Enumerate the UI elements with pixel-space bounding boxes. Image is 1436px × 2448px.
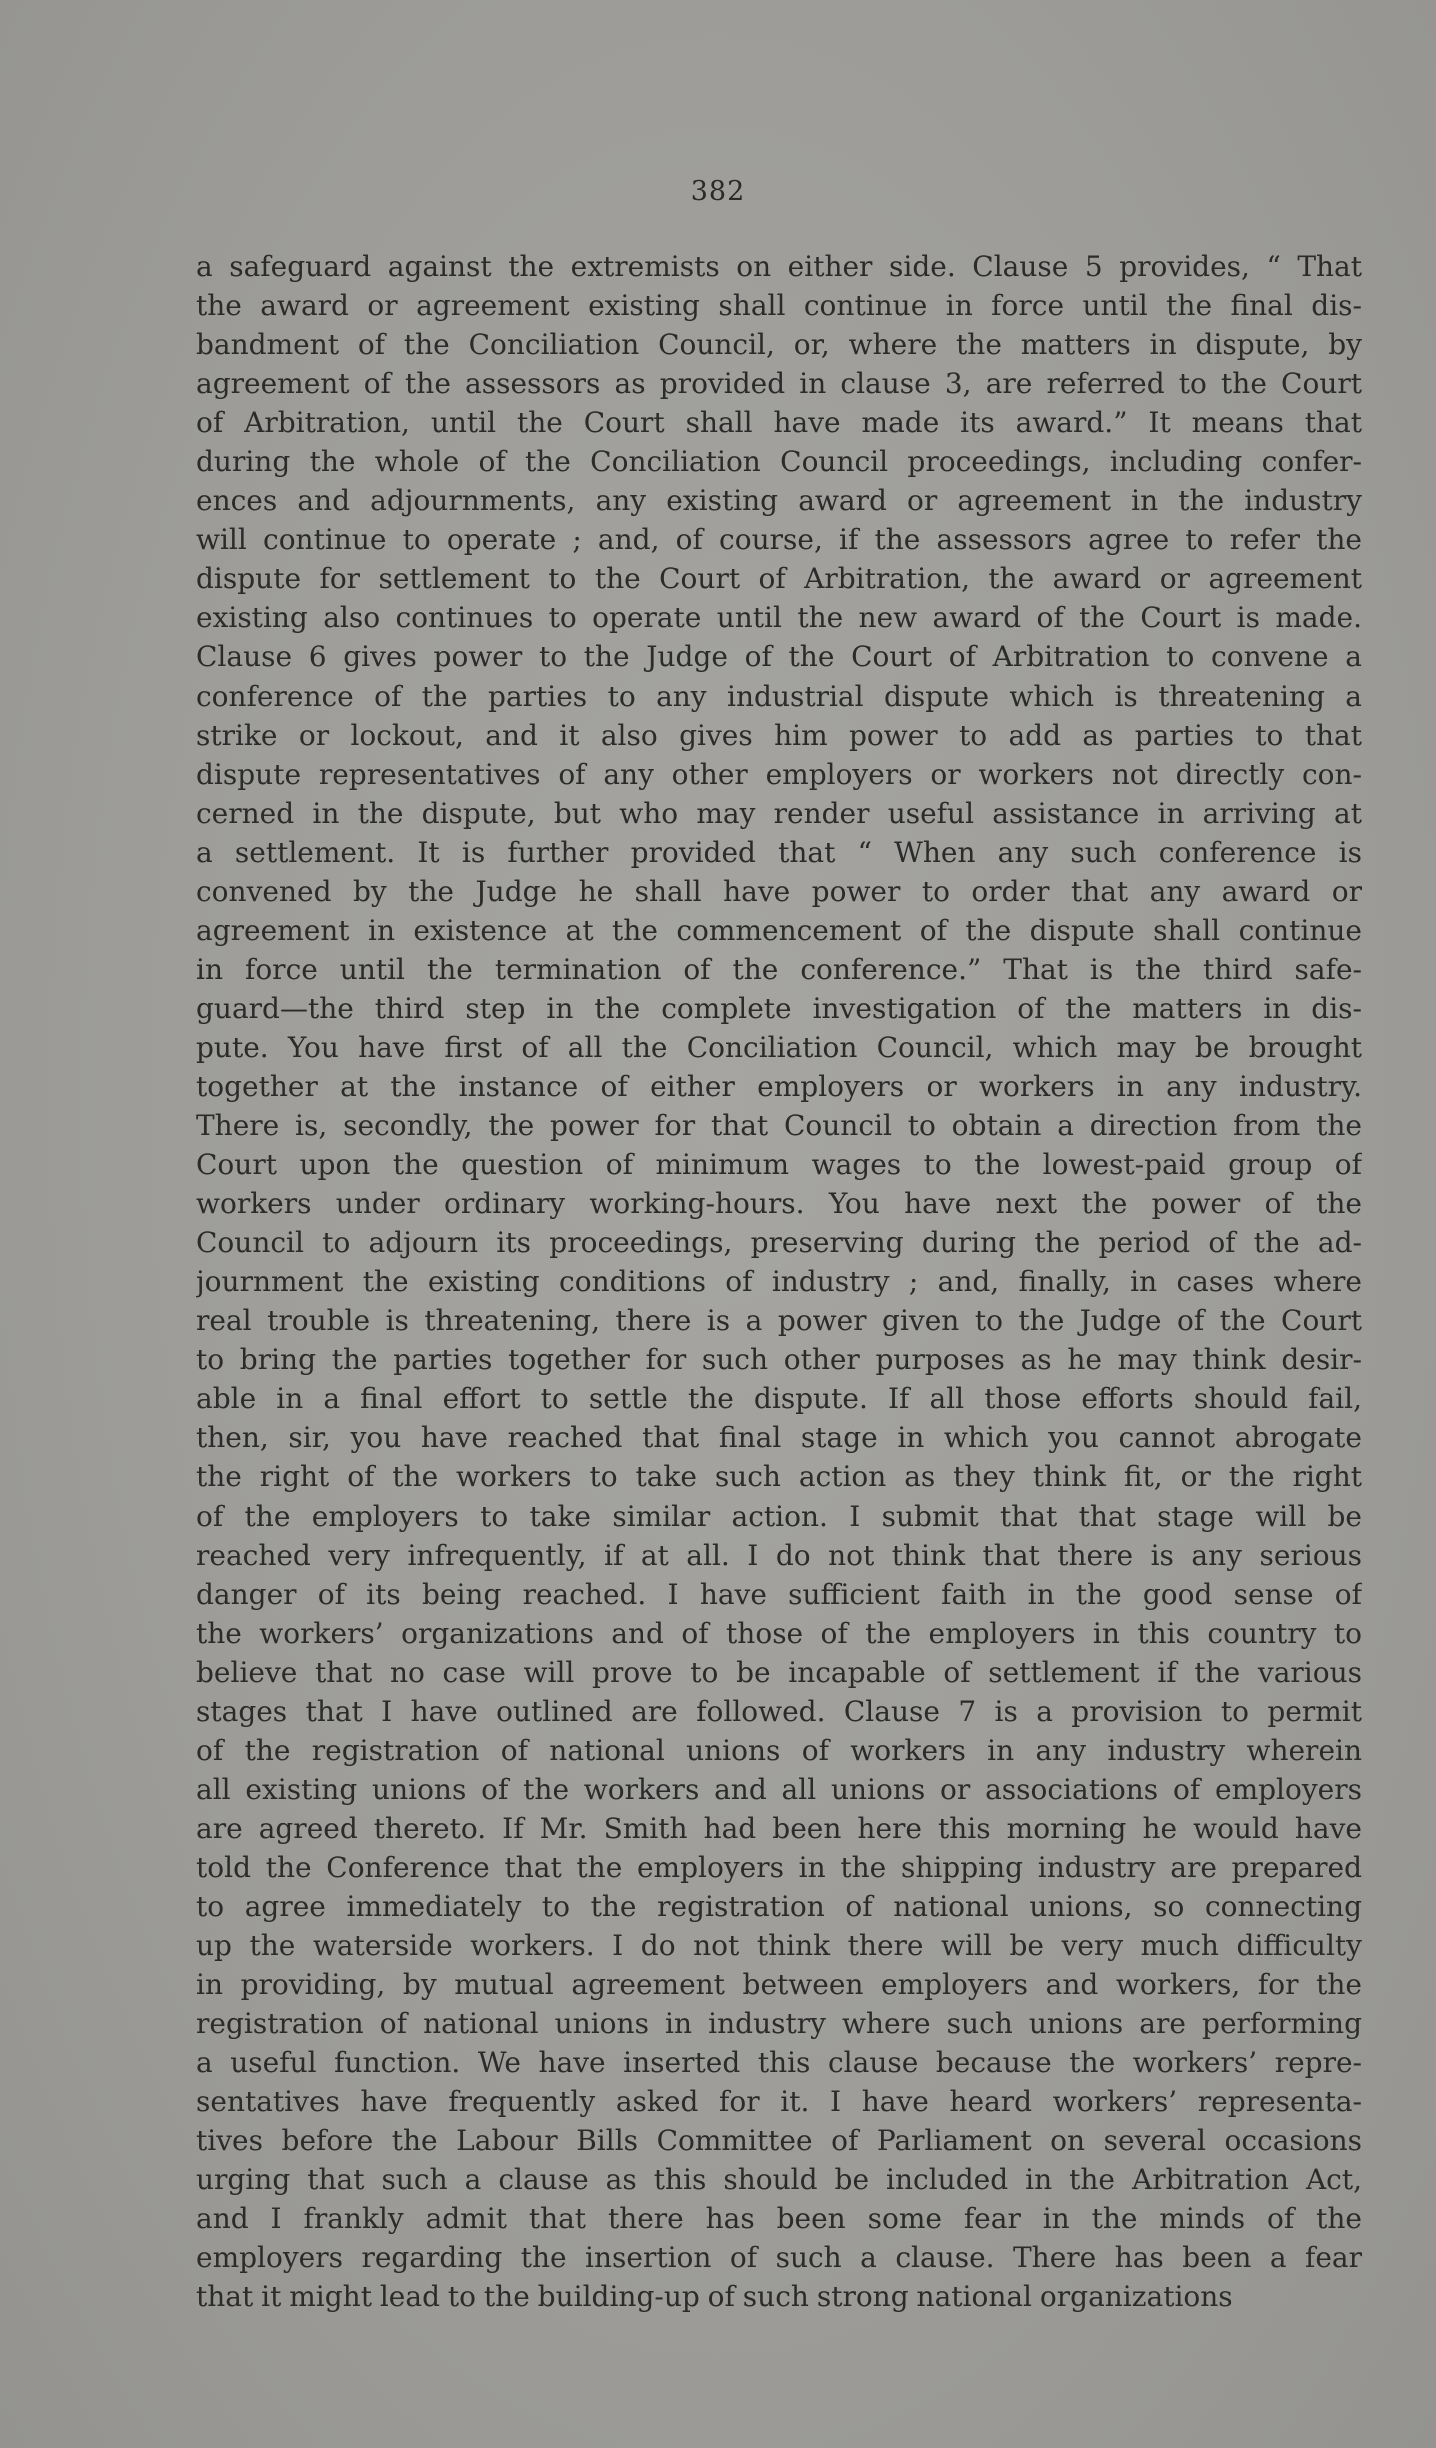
text-line: in force until the termination of the conference.” That is the third safe- <box>196 952 1362 986</box>
text-line: the award or agreement existing shall continue in force until the final dis- <box>196 289 1362 323</box>
text-line: all existing unions of the workers and all unions or associations of employers <box>196 1772 1362 1806</box>
text-line: danger of its being reached. I have sufficient faith in the good sense of <box>196 1577 1362 1611</box>
text-line: registration of national unions in industry where such unions are performing <box>196 2007 1362 2041</box>
text-line: are agreed thereto. If Mr. Smith had been here this morning he would have <box>196 1811 1362 1845</box>
text-line: a safeguard against the extremists on either side. Clause 5 provides, “ That <box>196 250 1362 283</box>
body-text <box>196 247 1362 2316</box>
text-line: will continue to operate ; and, of course, if the assessors agree to refer the <box>196 523 1362 557</box>
text-line: the right of the workers to take such action as they think fit, or the right <box>196 1460 1362 1494</box>
page-number: 382 <box>690 176 746 207</box>
text-line: convened by the Judge he shall have power to order that any award or <box>196 874 1362 908</box>
text-line: There is, secondly, the power for that Council to obtain a direction from the <box>196 1109 1362 1143</box>
text-line: urging that such a clause as this should be included in the Arbitration Act, <box>196 2163 1362 2197</box>
text-line: together at the instance of either employers or workers in any industry. <box>196 1069 1362 1103</box>
text-line: guard—the third step in the complete investigation of the matters in dis- <box>196 991 1362 1025</box>
text-line: bandment of the Conciliation Council, or, where the matters in dispute, by <box>196 328 1362 362</box>
text-line: dispute representatives of any other employers or workers not directly con- <box>196 757 1362 791</box>
text-line: reached very infrequently, if at all. I do not think that there is any serious <box>196 1538 1362 1572</box>
text-line: dispute for settlement to the Court of Arbitration, the award or agreement <box>196 562 1362 596</box>
text-line: employers regarding the insertion of such a clause. There has been a fear <box>196 2241 1362 2275</box>
text-line: up the waterside workers. I do not think there will be very much difficulty <box>196 1929 1362 1963</box>
text-line: conference of the parties to any industrial dispute which is threatening a <box>196 679 1362 713</box>
text-line: stages that I have outlined are followed. Clause 7 is a provision to permit <box>196 1694 1362 1728</box>
text-line: able in a final effort to settle the dispute. If all those efforts should fail, <box>196 1382 1362 1416</box>
text-line: existing also continues to operate until the new award of the Court is made. <box>196 601 1362 635</box>
text-line: the workers’ organizations and of those of the employers in this country to <box>196 1616 1362 1650</box>
text-line: Council to adjourn its proceedings, preserving during the period of the ad- <box>196 1226 1362 1260</box>
text-line: cerned in the dispute, but who may render useful assistance in arriving at <box>196 796 1362 830</box>
text-line: in providing, by mutual agreement between employers and workers, for the <box>196 1968 1362 2002</box>
text-line: strike or lockout, and it also gives him power to add as parties to that <box>196 718 1362 752</box>
text-line: during the whole of the Conciliation Council proceedings, including confer- <box>196 445 1362 479</box>
text-line: Court upon the question of minimum wages to the lowest-paid group of <box>196 1148 1362 1182</box>
text-line: to bring the parties together for such other purposes as he may think desir- <box>196 1343 1362 1377</box>
text-line: Clause 6 gives power to the Judge of the Court of Arbitration to convene a <box>196 640 1362 674</box>
text-line: ences and adjournments, any existing award or agreement in the industry <box>196 484 1362 518</box>
text-line: journment the existing conditions of industry ; and, finally, in cases where <box>196 1265 1362 1299</box>
text-line: real trouble is threatening, there is a power given to the Judge of the Court <box>196 1304 1362 1338</box>
text-line: and I frankly admit that there has been some fear in the minds of the <box>196 2202 1362 2236</box>
text-line: a settlement. It is further provided that “ When any such conference is <box>196 835 1362 869</box>
text-line: of the employers to take similar action. I submit that that stage will be <box>196 1499 1362 1533</box>
text-line: of the registration of national unions of workers in any industry wherein <box>196 1733 1362 1767</box>
text-line: then, sir, you have reached that final stage in which you cannot abrogate <box>196 1421 1362 1455</box>
text-line: agreement in existence at the commencement of the dispute shall continue <box>196 913 1362 947</box>
text-line: told the Conference that the employers in the shipping industry are prepared <box>196 1850 1362 1884</box>
text-line: agreement of the assessors as provided in clause 3, are referred to the Court <box>196 367 1362 401</box>
text-line: sentatives have frequently asked for it. I have heard workers’ representa- <box>196 2085 1362 2119</box>
text-line: to agree immediately to the registration of national unions, so connecting <box>196 1889 1362 1923</box>
text-line: pute. You have first of all the Conciliation Council, which may be brought <box>196 1030 1362 1064</box>
text-line: a useful function. We have inserted this clause because the workers’ repre- <box>196 2046 1362 2080</box>
text-line: that it might lead to the building-up of such strong national organizations <box>196 2280 1233 2314</box>
text-line: of Arbitration, until the Court shall have made its award.” It means that <box>196 406 1362 440</box>
text-line: tives before the Labour Bills Committee of Parliament on several occasions <box>196 2124 1362 2158</box>
text-line: workers under ordinary working-hours. You have next the power of the <box>196 1187 1362 1221</box>
text-line: believe that no case will prove to be incapable of settlement if the various <box>196 1655 1362 1689</box>
